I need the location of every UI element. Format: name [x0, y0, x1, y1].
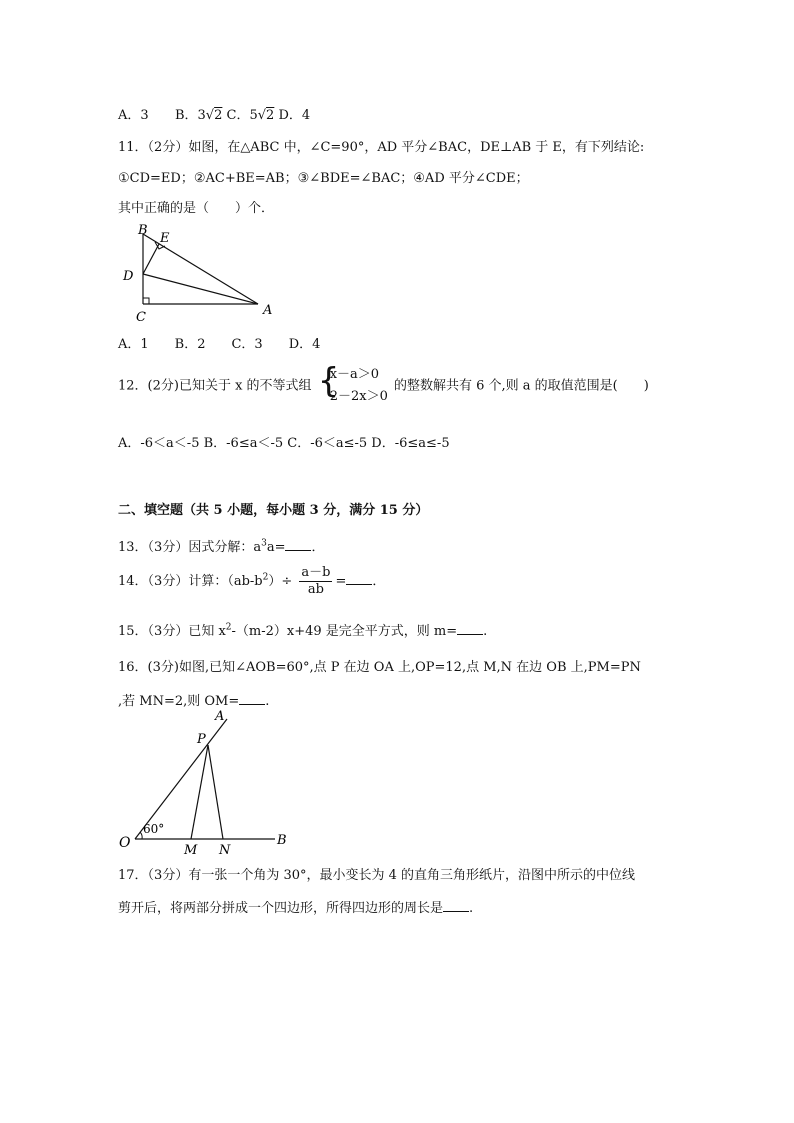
q17-end: .	[469, 901, 474, 916]
q14-text: 14．（3分）计算：（ab-b	[118, 574, 263, 589]
q16-end: .	[265, 694, 270, 709]
q17-line2-text: 剪开后，将两部分拼成一个四边形，所得四边形的周长是	[118, 901, 444, 916]
q16-label-a: A	[215, 709, 225, 724]
q14-answer-blank	[346, 572, 372, 585]
q13-text: 13．（3分）因式分解：a	[118, 540, 262, 555]
q14-fraction	[299, 565, 332, 598]
sqrt-icon: √	[205, 108, 215, 123]
q13-line: 13．（3分）因式分解：$a^3a=$ ．	[118, 538, 325, 555]
q11-figure	[115, 220, 285, 325]
q16-label-n: N	[219, 843, 231, 855]
q13-answer-blank	[285, 538, 311, 551]
q15-line	[118, 620, 487, 639]
q11-options: A．1 B．2 C．3 D．4	[118, 337, 321, 352]
q15-text: 15．（3分）已知 x	[118, 624, 226, 639]
q13-sup: 3	[261, 538, 267, 549]
q10-option-b-coef: 3	[197, 108, 206, 123]
q12-inequality-system	[317, 361, 388, 408]
q12-prefix: 12．(2分)已知关于 x 的不等式组	[118, 378, 312, 394]
q15-tail: -（m-2）x+49 是完全平方式，则 m=	[231, 624, 458, 639]
q10-option-c-radicand: 2	[266, 108, 275, 123]
q16-label-p: P	[197, 732, 206, 747]
q11-label-d: D	[123, 269, 134, 284]
q14-sup: 2	[262, 572, 269, 583]
q17-line1: 17．（3分）有一张一个角为 30°，最小变长为 4 的直角三角形纸片，沿图中所示的中位线	[118, 868, 636, 883]
q17-answer-blank	[443, 899, 469, 912]
q10-option-d: D．4	[278, 108, 311, 123]
q16-line1: 16．(3分)如图,已知∠AOB=60°,点 P 在边 OA 上,OP=12,点 M,N 在边 OB 上,PM=PN	[118, 660, 641, 675]
q14-mid: ）÷	[268, 574, 293, 589]
q11-label-e: E	[160, 231, 170, 246]
q12-options: A．-6＜a＜-5 B．-6≤a＜-5 C．-6＜a≤-5 D．-6≤a≤-5	[118, 436, 450, 451]
q10-option-c: C．	[226, 108, 250, 123]
q11-label-b: B	[138, 223, 148, 238]
q14-tail: =	[335, 574, 347, 589]
q14-numerator: a－b	[301, 565, 331, 580]
q12-row1: x－a＞0	[329, 367, 380, 382]
q11-stem: 11．（2分）如图，在△ABC 中，∠C=90°，AD 平分∠BAC，DE⊥AB 于 E，有下列结论:	[118, 140, 645, 155]
q16-figure	[115, 705, 300, 855]
q15-sup: 2	[225, 622, 232, 633]
q12-suffix: 的整数解共有 6 个,则 a 的取值范围是( )	[394, 378, 649, 394]
q12-line	[118, 361, 649, 408]
q16-line2-text: ,若 MN=2,则 OM=	[118, 694, 240, 709]
q12-row2: 2－2x＞0	[329, 389, 388, 404]
section2-heading: 二、填空题（共 5 小题，每小题 3 分，满分 15 分）	[118, 503, 429, 518]
q10-option-b-radicand: 2	[214, 108, 223, 123]
q16-label-o: O	[119, 835, 131, 851]
q16-angle-label: 60°	[143, 822, 165, 836]
q10-option-c-coef: 5	[249, 108, 258, 123]
q16-label-m: M	[184, 843, 198, 855]
q14-denominator: ab	[307, 582, 324, 597]
q11-items: ①CD=ED；②AC+BE=AB；③∠BDE=∠BAC；④AD 平分∠CDE；	[118, 171, 529, 186]
q10-option-a: A．3	[118, 108, 149, 123]
q13-tail: a=	[266, 540, 286, 555]
q11-ask: 其中正确的是（ ）个．	[118, 201, 275, 216]
q17-line2	[118, 897, 473, 916]
q15-end: .	[483, 624, 488, 639]
q15-answer-blank	[457, 622, 483, 635]
q16-label-b: B	[277, 833, 287, 848]
q16-answer-blank	[239, 692, 265, 705]
q11-label-a: A	[263, 303, 273, 318]
q14-line: 14．（3分）计算：$(ab-b^2)\div$ $\frac{a-b}{ab}$ = ．	[118, 565, 386, 597]
sqrt-icon: √	[257, 108, 267, 123]
q10-options	[118, 104, 310, 123]
q10-option-b: B．	[174, 108, 198, 123]
q11-label-c: C	[136, 310, 146, 325]
brace-icon: {	[317, 361, 340, 401]
